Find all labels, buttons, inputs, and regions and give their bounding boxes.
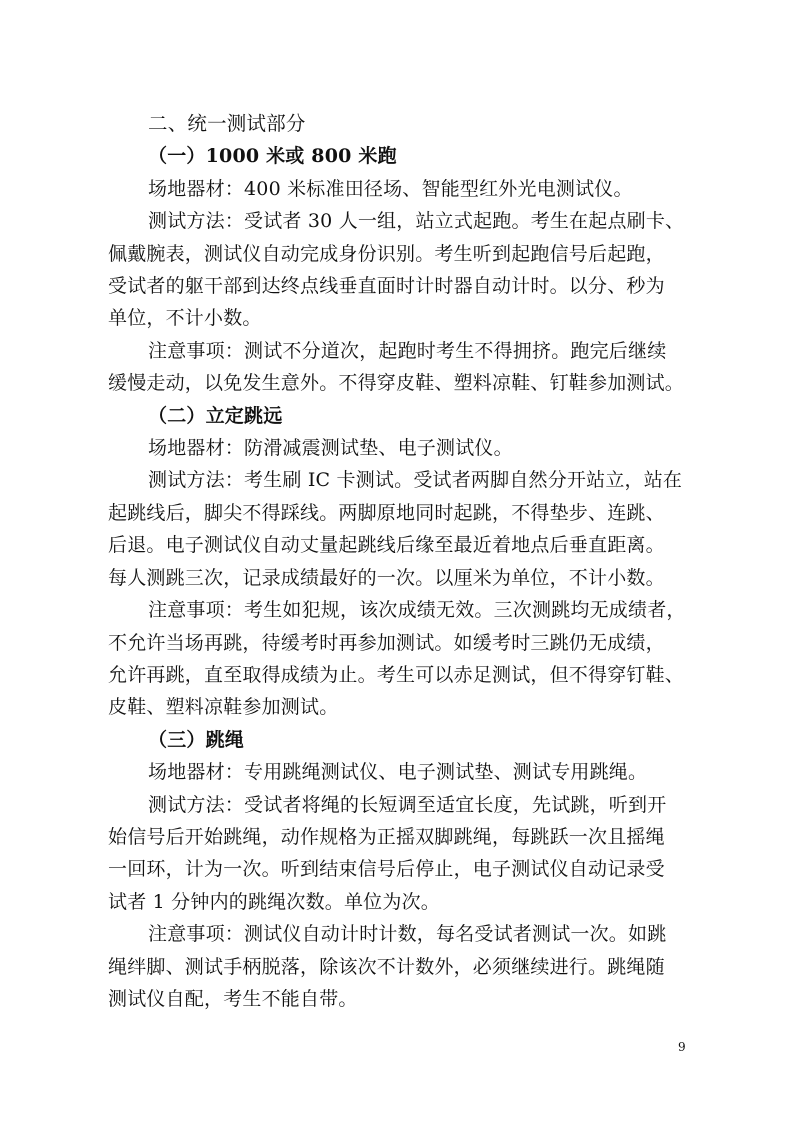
- paragraph-line: 一回环，计为一次。听到结束信号后停止，电子测试仪自动记录受: [108, 858, 665, 881]
- paragraph-line: 始信号后开始跳绳，动作规格为正摇双脚跳绳，每跳跃一次且摇绳: [108, 825, 665, 848]
- page-number: 9: [678, 1040, 686, 1054]
- subsection-heading-rope-skipping: （三）跳绳: [148, 728, 245, 751]
- paragraph-line: 不允许当场再跳，待缓考时再参加测试。如缓考时三跳仍无成绩，: [108, 631, 665, 654]
- paragraph-line: 场地器材：防滑减震测试垫、电子测试仪。: [148, 437, 513, 460]
- paragraph-line: 绳绊脚、测试手柄脱落，除该次不计数外，必须继续进行。跳绳随: [108, 955, 665, 978]
- paragraph-line: 单位，不计小数。: [108, 307, 262, 330]
- section-title: 二、统一测试部分: [148, 112, 306, 135]
- subsection-heading-long-jump: （二）立定跳远: [148, 404, 283, 427]
- subsection-heading-running: （一）1000 米或 800 米跑: [148, 145, 397, 168]
- paragraph-line: 注意事项：测试仪自动计时计数，每名受试者测试一次。如跳: [148, 923, 667, 946]
- paragraph-line: 起跳线后，脚尖不得踩线。两脚原地同时起跳，不得垫步、连跳、: [108, 501, 665, 524]
- paragraph-line: 试者 1 分钟内的跳绳次数。单位为次。: [108, 890, 440, 913]
- paragraph-line: 皮鞋、塑料凉鞋参加测试。: [108, 696, 339, 719]
- paragraph-line: 测试仪自配，考生不能自带。: [108, 987, 358, 1010]
- paragraph-line: 注意事项：考生如犯规，该次成绩无效。三次测跳均无成绩者，: [148, 599, 686, 622]
- paragraph-line: 场地器材：400 米标准田径场、智能型红外光电测试仪。: [148, 177, 633, 200]
- paragraph-line: 测试方法：受试者 30 人一组，站立式起跑。考生在起点刷卡、: [148, 210, 685, 233]
- paragraph-line: 测试方法：受试者将绳的长短调至适宜长度，先试跳，听到开: [148, 793, 667, 816]
- paragraph-line: 受试者的躯干部到达终点线垂直面时计时器自动计时。以分、秒为: [108, 275, 665, 298]
- paragraph-line: 测试方法：考生刷 IC 卡测试。受试者两脚自然分开站立，站在: [148, 469, 683, 492]
- paragraph-line: 允许再跳，直至取得成绩为止。考生可以赤足测试，但不得穿钉鞋、: [108, 663, 685, 686]
- paragraph-line: 缓慢走动，以免发生意外。不得穿皮鞋、塑料凉鞋、钉鞋参加测试。: [108, 372, 685, 395]
- paragraph-line: 注意事项：测试不分道次，起跑时考生不得拥挤。跑完后继续: [148, 339, 667, 362]
- paragraph-line: 后退。电子测试仪自动丈量起跳线后缘至最近着地点后垂直距离。: [108, 534, 665, 557]
- paragraph-line: 每人测跳三次，记录成绩最好的一次。以厘米为单位，不计小数。: [108, 566, 665, 589]
- paragraph-line: 场地器材：专用跳绳测试仪、电子测试垫、测试专用跳绳。: [148, 761, 648, 784]
- document-body: [108, 108, 698, 1015]
- paragraph-line: 佩戴腕表，测试仪自动完成身份识别。考生听到起跑信号后起跑，: [108, 242, 665, 265]
